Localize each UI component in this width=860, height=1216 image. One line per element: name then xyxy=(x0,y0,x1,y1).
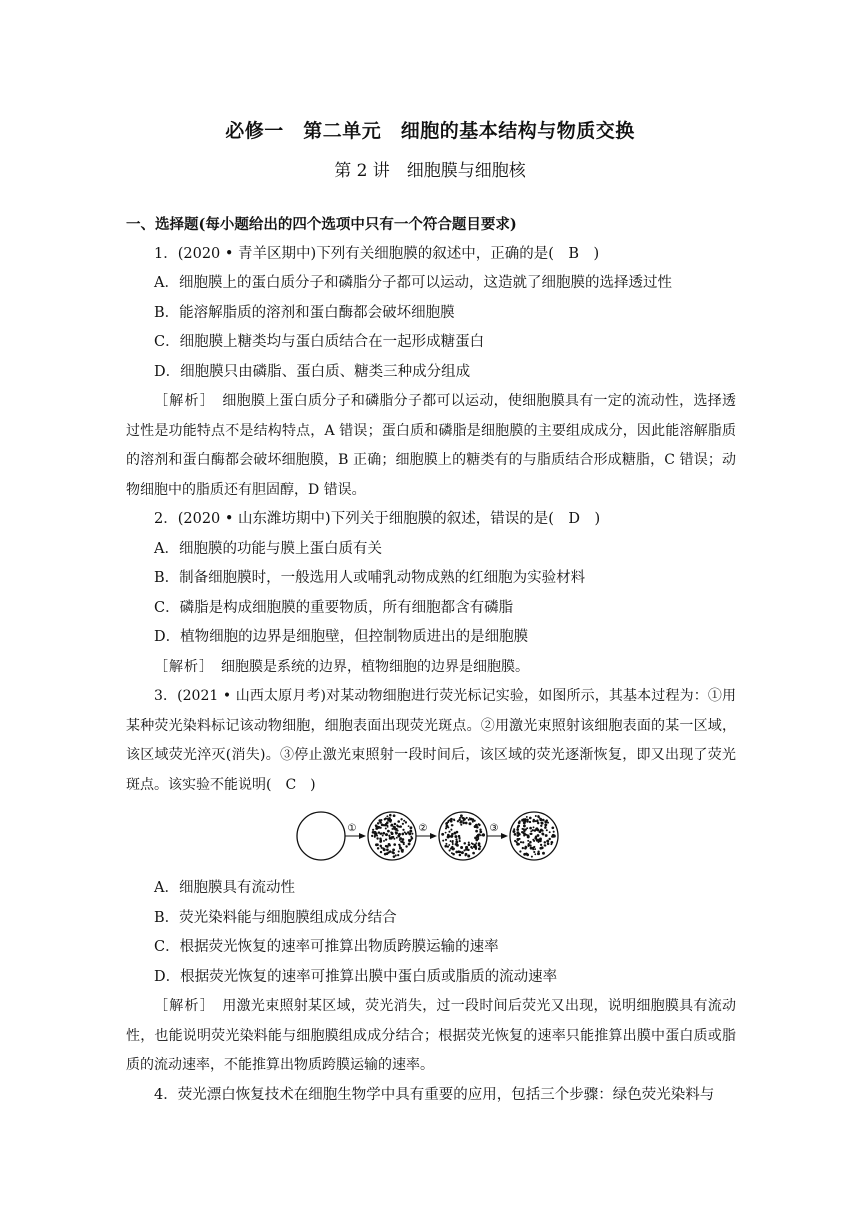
question-1-stem: 1．(2020 • 青羊区期中)下列有关细胞膜的叙述中，正确的是( B ) xyxy=(154,245,600,262)
fluorescent-spot xyxy=(393,826,396,829)
section-heading: 一、选择题(每小题给出的四个选项中只有一个符合题目要求) xyxy=(126,216,517,233)
fluorescent-spot xyxy=(377,847,379,849)
fluorescent-spot xyxy=(540,844,542,846)
fluorescent-spot xyxy=(383,840,385,842)
fluorescent-spot xyxy=(410,836,412,838)
fluorescent-spot xyxy=(551,826,554,829)
fluorescent-spot xyxy=(547,822,549,824)
fluorescent-spot xyxy=(517,843,520,846)
fluorescent-spot xyxy=(393,814,396,817)
fluorescent-spot xyxy=(397,854,399,856)
fluorescent-spot xyxy=(478,824,480,826)
fluorescent-spot xyxy=(450,820,453,823)
fluorescent-spot xyxy=(477,836,479,838)
fluorescent-spot xyxy=(386,848,389,851)
fluorescent-spot xyxy=(393,843,396,846)
fluorescent-spot xyxy=(548,838,550,840)
fluorescent-spot xyxy=(379,833,381,835)
fluorescent-spot xyxy=(536,819,538,821)
fluorescent-spot xyxy=(526,820,529,823)
fluorescent-spot xyxy=(544,841,546,843)
question-2-option-b: B．制备细胞膜时，一般选用人或哺乳动物成熟的红细胞为实验材料 xyxy=(154,570,586,586)
fluorescent-spot xyxy=(391,832,393,834)
question-3-option-b: B．荧光染料能与细胞膜组成成分结合 xyxy=(154,909,397,926)
fluorescent-spot xyxy=(529,841,532,844)
fluorescent-spot xyxy=(451,833,454,836)
fluorescent-spot xyxy=(468,843,471,846)
fluorescent-spot xyxy=(523,853,526,856)
fluorescent-spot xyxy=(526,853,529,856)
fluorescent-spot xyxy=(380,819,382,821)
fluorescent-spot xyxy=(553,831,555,833)
fluorescent-spot xyxy=(408,825,410,827)
fluorescent-spot xyxy=(464,842,466,844)
fluorescent-spot xyxy=(402,829,404,831)
question-3-option-c: C．根据荧光恢复的速率可推算出物质跨膜运输的速率 xyxy=(154,939,499,955)
fluorescent-spot xyxy=(465,854,467,856)
fluorescent-spot xyxy=(535,835,537,837)
fluorescent-spot xyxy=(451,824,453,826)
fluorescent-spot xyxy=(384,818,386,820)
fluorescent-spot xyxy=(385,838,387,840)
fluorescent-spot xyxy=(531,856,533,858)
fluorescent-spot xyxy=(408,832,411,835)
fluorescent-spot xyxy=(379,840,382,843)
fluorescent-spot xyxy=(516,838,519,841)
analysis-tag: ［解析］ xyxy=(154,393,209,409)
fluorescent-spot xyxy=(465,846,468,849)
fluorescence-figure xyxy=(126,802,736,870)
fluorescent-spot xyxy=(529,833,531,835)
fluorescent-spot xyxy=(385,828,387,830)
fluorescent-spot xyxy=(544,823,547,826)
fluorescent-spot xyxy=(459,854,462,857)
fluorescent-spot xyxy=(532,839,534,841)
analysis-tag: ［解析］ xyxy=(154,658,207,675)
fluorescent-spot xyxy=(402,823,404,825)
fluorescent-spot xyxy=(459,840,461,842)
fluorescent-spot xyxy=(529,844,531,846)
fluorescent-spot xyxy=(523,824,526,827)
fluorescent-spot xyxy=(468,819,470,821)
fluorescent-spot xyxy=(375,834,377,836)
fluorescent-spot xyxy=(391,836,393,838)
fluorescent-spot xyxy=(474,845,476,847)
fluorescent-spot xyxy=(408,843,411,846)
fluorescent-spot xyxy=(479,828,481,830)
fluorescent-spot xyxy=(379,821,382,824)
analysis-text: 用激光束照射某区域，荧光消失，过一段时间后荧光又出现，说明细胞膜具有流动性，也能说明荧光染料能与细胞膜组成成分结合；根据荧光恢复的速率只能推算出膜中蛋白质或脂质的流动速率，不能推算出物质跨膜运输的速率。 xyxy=(126,998,737,1073)
question-2-option-a: A．细胞膜的功能与膜上蛋白质有关 xyxy=(154,540,382,557)
fluorescent-spot xyxy=(383,848,386,851)
fluorescent-spot xyxy=(542,852,545,855)
fluorescent-spot xyxy=(391,828,393,830)
fluorescent-spot xyxy=(544,820,547,823)
fluorescent-spot xyxy=(545,834,548,837)
fluorescent-spot xyxy=(460,824,462,826)
step-label-2: ② xyxy=(418,823,428,834)
fluorescent-spot xyxy=(375,828,377,830)
fluorescent-spot xyxy=(446,825,449,828)
fluorescent-spot xyxy=(398,850,400,852)
fluorescent-spot xyxy=(375,824,377,826)
fluorescent-spot xyxy=(478,848,481,851)
question-4-stem: 4．荧光漂白恢复技术在细胞生物学中具有重要的应用，包括三个步骤：绿色荧光染料与 xyxy=(154,1086,715,1103)
fluorescent-spot xyxy=(460,820,463,823)
fluorescent-spot xyxy=(512,830,515,833)
question-1-analysis xyxy=(126,387,736,505)
fluorescent-spot xyxy=(396,832,398,834)
fluorescent-spot xyxy=(532,820,535,823)
question-1-option-b: B．能溶解脂质的溶剂和蛋白酶都会破坏细胞膜 xyxy=(154,304,455,321)
fluorescent-spot xyxy=(401,833,404,836)
fluorescent-spot xyxy=(382,835,384,837)
fluorescent-spot xyxy=(451,835,453,837)
fluorescent-spot xyxy=(442,840,444,842)
fluorescent-spot xyxy=(527,840,529,842)
fluorescent-spot xyxy=(396,837,398,839)
fluorescent-spot xyxy=(471,847,473,849)
fluorescent-spot xyxy=(404,831,406,833)
fluorescent-spot xyxy=(526,827,528,829)
question-1-option-a: A．细胞膜上的蛋白质分子和磷脂分子都可以运动，这造就了细胞膜的选择透过性 xyxy=(154,275,672,291)
fluorescent-spot xyxy=(465,822,468,825)
fluorescent-spot xyxy=(383,824,385,826)
fluorescent-spot xyxy=(553,835,556,838)
fluorescent-spot xyxy=(455,840,458,843)
fluorescent-spot xyxy=(390,824,392,826)
fluorescent-spot xyxy=(397,820,400,823)
fluorescent-spot xyxy=(513,828,515,830)
question-2-stem: 2．(2020 • 山东潍坊期中)下列关于细胞膜的叙述，错误的是( D ) xyxy=(154,511,601,527)
fluorescent-spot xyxy=(458,819,461,822)
fluorescent-spot xyxy=(399,825,402,828)
fluorescent-spot xyxy=(375,843,378,846)
fluorescent-spot xyxy=(451,852,453,854)
fluorescent-spot xyxy=(455,843,457,845)
fluorescent-spot xyxy=(456,831,459,834)
step-label-3: ③ xyxy=(489,823,499,834)
fluorescent-spot xyxy=(529,827,532,830)
analysis-text: 细胞膜是系统的边界，植物细胞的边界是细胞膜。 xyxy=(207,658,529,675)
unlabeled-cell xyxy=(297,812,345,860)
fluorescent-spot xyxy=(468,841,470,843)
fluorescent-spot xyxy=(524,818,527,821)
fluorescent-spot xyxy=(449,849,451,851)
fluorescent-spot xyxy=(520,841,522,843)
fluorescent-spot xyxy=(535,815,537,817)
fluorescent-spot xyxy=(398,835,400,837)
fluorescent-spot xyxy=(448,844,450,846)
fluorescent-spot xyxy=(462,822,465,825)
fluorescent-spot xyxy=(523,821,526,824)
fluorescent-spot xyxy=(537,822,539,824)
fluorescent-spot xyxy=(541,822,543,824)
fluorescent-spot xyxy=(537,829,540,832)
fluorescent-spot xyxy=(540,825,542,827)
fluorescent-spot xyxy=(529,821,531,823)
fluorescent-spot xyxy=(546,840,549,843)
fluorescent-spot xyxy=(480,834,482,836)
fluorescent-spot xyxy=(385,845,387,847)
fluorescent-spot xyxy=(447,845,449,847)
analysis-text: 细胞膜上蛋白质分子和磷脂分子都可以运动，使细胞膜具有一定的流动性，选择透过性是功能特点不是结构特点，A 错误；蛋白质和磷脂是细胞膜的主要组成成分，因此能溶解脂质的溶剂和蛋白酶都会破坏细胞膜，B 正确；细胞膜上的糖类有的与脂质结合形成糖脂，C 错误；动物细胞中的脂质还有胆固醇，D 错误。 xyxy=(126,393,737,498)
fluorescent-spot xyxy=(403,820,405,822)
fluorescent-spot xyxy=(389,814,392,817)
question-3-option-a: A．细胞膜具有流动性 xyxy=(154,880,295,896)
fluorescent-spot xyxy=(405,821,407,823)
fluorescent-spot xyxy=(514,840,516,842)
fluorescent-spot xyxy=(445,839,447,841)
fluorescent-spot xyxy=(459,851,462,854)
fluorescent-spot xyxy=(450,829,452,831)
fluorescent-spot xyxy=(474,836,477,839)
fluorescent-spot xyxy=(388,817,391,820)
fluorescent-spot xyxy=(526,834,528,836)
fluorescent-spot xyxy=(519,850,521,852)
fluorescent-spot xyxy=(405,845,407,847)
fluorescent-spot xyxy=(445,822,448,825)
fluorescent-spot xyxy=(463,817,465,819)
fluorescent-spot xyxy=(527,836,530,839)
question-3-stem: 3．(2021 • 山西太原月考)对某动物细胞进行荧光标记实验，如图所示，其基本过程为：①用某种荧光染料标记该动物细胞，细胞表面出现荧光斑点。②用激光束照射该细胞表面的某一区域，该区域荧光淬灭(消失)。③停止激光束照射一段时间后，该区域的荧光逐渐恢复，即又出现了荧光斑点。该实验不能说明( C ) xyxy=(126,688,736,793)
fluorescent-spot xyxy=(372,829,374,831)
fluorescent-spot xyxy=(380,851,382,853)
fluorescent-spot xyxy=(399,847,402,850)
fluorescent-spot xyxy=(542,830,544,832)
fluorescent-spot xyxy=(534,848,536,850)
fluorescent-spot xyxy=(474,825,477,828)
fluorescent-spot xyxy=(475,842,477,844)
fluorescent-spot xyxy=(547,843,550,846)
fluorescent-spot xyxy=(383,832,386,835)
fluorescent-spot xyxy=(534,853,536,855)
fluorescent-spot xyxy=(386,815,388,817)
fluorescent-spot xyxy=(409,830,412,833)
fluorescent-spot xyxy=(386,824,388,826)
fluorescent-spot xyxy=(385,833,388,836)
fluorescent-spot xyxy=(537,852,540,855)
fluorescent-spot xyxy=(371,835,373,837)
fluorescent-spot xyxy=(395,854,397,856)
step-label-1: ① xyxy=(347,823,357,834)
question-2-analysis xyxy=(126,653,736,683)
fluorescent-spot xyxy=(453,819,455,821)
page-title: 必修一 第二单元 细胞的基本结构与物质交换 xyxy=(225,120,635,142)
fluorescent-spot xyxy=(539,847,542,850)
fluorescent-spot xyxy=(450,840,452,842)
fluorescent-spot xyxy=(551,841,554,844)
fluorescent-spot xyxy=(461,851,464,854)
fluorescent-spot xyxy=(479,831,482,834)
fluorescence-diagram xyxy=(296,803,566,869)
fluorescent-spot xyxy=(455,838,457,840)
fluorescent-spot xyxy=(460,814,463,817)
fluorescent-spot xyxy=(544,844,546,846)
fluorescent-spot xyxy=(386,852,389,855)
fluorescent-spot xyxy=(403,843,405,845)
fluorescent-spot xyxy=(400,840,402,842)
fluorescent-spot xyxy=(514,833,517,836)
fluorescent-spot xyxy=(389,820,391,822)
fluorescent-spot xyxy=(542,819,545,822)
page-subtitle: 第 2 讲 细胞膜与细胞核 xyxy=(334,161,526,181)
fluorescent-spot xyxy=(377,822,379,824)
fluorescent-spot xyxy=(400,818,402,820)
fluorescent-spot xyxy=(445,832,447,834)
fluorescent-spot xyxy=(478,844,481,847)
fluorescent-spot xyxy=(460,846,463,849)
fluorescent-spot xyxy=(522,847,524,849)
fluorescent-spot xyxy=(387,830,390,833)
fluorescent-spot xyxy=(394,823,397,826)
fluorescent-spot xyxy=(532,829,534,831)
fluorescent-spot xyxy=(376,837,378,839)
fluorescent-spot xyxy=(459,817,461,819)
fluorescent-spot xyxy=(452,843,454,845)
fluorescent-spot xyxy=(518,821,521,824)
fluorescent-spot xyxy=(410,839,412,841)
fluorescent-spot xyxy=(536,839,539,842)
fluorescent-spot xyxy=(539,818,541,820)
fluorescent-spot xyxy=(533,846,535,848)
fluorescent-spot xyxy=(524,847,527,850)
fluorescent-spot xyxy=(466,817,468,819)
fluorescent-spot xyxy=(517,825,519,827)
fluorescent-spot xyxy=(533,851,535,853)
fluorescent-spot xyxy=(445,843,447,845)
fluorescent-spot xyxy=(380,845,382,847)
fluorescent-spot xyxy=(399,839,401,841)
fluorescent-spot xyxy=(401,849,404,852)
fluorescent-spot xyxy=(455,851,458,854)
question-2-option-d: D．植物细胞的边界是细胞壁，但控制物质进出的是细胞膜 xyxy=(154,629,529,645)
fluorescent-spot xyxy=(388,843,391,846)
fluorescent-spot xyxy=(482,833,485,836)
fluorescent-spot xyxy=(516,828,519,831)
fluorescent-spot xyxy=(379,838,382,841)
fluorescent-spot xyxy=(522,841,524,843)
fluorescent-spot xyxy=(447,836,450,839)
fluorescent-spot xyxy=(409,826,412,829)
question-2-option-c: C．磷脂是构成细胞膜的重要物质，所有细胞都含有磷脂 xyxy=(154,599,514,616)
document-body xyxy=(126,210,736,1110)
fluorescent-spot xyxy=(454,835,457,838)
question-3-analysis xyxy=(126,992,736,1081)
fluorescent-spot xyxy=(444,845,447,848)
fluorescent-spot xyxy=(411,833,413,835)
fluorescent-spot xyxy=(441,833,444,836)
fluorescent-spot xyxy=(529,817,532,820)
fluorescent-spot xyxy=(522,832,524,834)
fluorescent-spot xyxy=(458,837,460,839)
question-3-option-d: D．根据荧光恢复的速率可推算出膜中蛋白质或脂质的流动速率 xyxy=(154,968,558,985)
fluorescent-spot xyxy=(396,824,398,826)
fluorescent-spot xyxy=(388,835,390,837)
fluorescent-spot xyxy=(451,841,453,843)
fluorescent-spot xyxy=(546,829,548,831)
question-1-option-d: D．细胞膜只由磷脂、蛋白质、糖类三种成分组成 xyxy=(154,363,471,380)
fluorescent-spot xyxy=(542,833,545,836)
question-1-option-c: C．细胞膜上糖类均与蛋白质结合在一起形成糖蛋白 xyxy=(154,334,485,350)
fluorescent-spot xyxy=(463,819,465,821)
fluorescent-spot xyxy=(473,820,475,822)
fluorescent-spot xyxy=(475,830,478,833)
fluorescent-spot xyxy=(398,844,400,846)
fluorescent-spot xyxy=(448,831,450,833)
fluorescent-spot xyxy=(526,816,528,818)
fluorescent-spot xyxy=(451,846,454,849)
fluorescent-spot xyxy=(472,821,474,823)
fluorescent-spot xyxy=(472,852,475,855)
fluorescent-spot xyxy=(386,821,389,824)
fluorescent-spot xyxy=(518,833,521,836)
fluorescent-spot xyxy=(533,826,535,828)
fluorescent-spot xyxy=(471,842,473,844)
fluorescent-spot xyxy=(391,851,394,854)
fluorescent-spot xyxy=(467,855,470,858)
fluorescent-spot xyxy=(527,845,529,847)
analysis-tag: ［解析］ xyxy=(154,998,209,1014)
fluorescent-spot xyxy=(392,848,395,851)
fluorescent-spot xyxy=(469,822,472,825)
fluorescent-spot xyxy=(549,831,551,833)
fluorescent-spot xyxy=(469,817,471,819)
